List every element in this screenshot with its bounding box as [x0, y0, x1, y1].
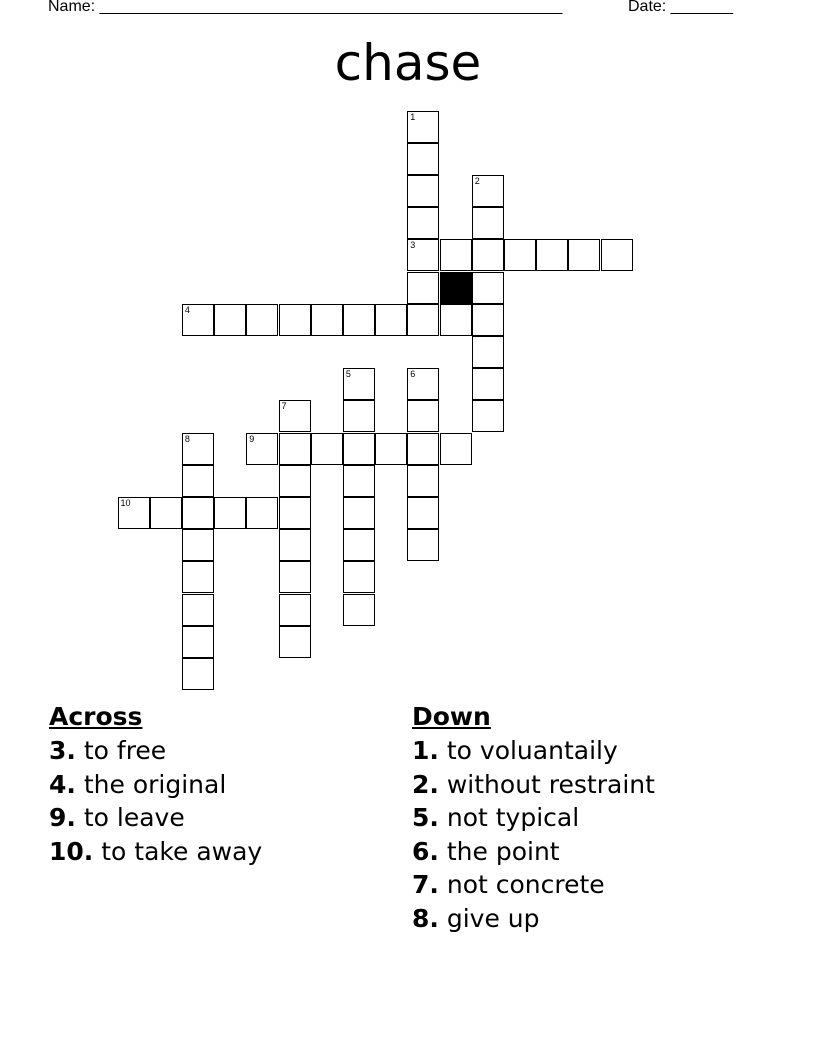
- grid-cell[interactable]: [440, 304, 472, 336]
- grid-cell[interactable]: [472, 304, 504, 336]
- clue-number: 10.: [49, 836, 94, 866]
- grid-cell[interactable]: [568, 239, 600, 271]
- clue-number: 1.: [412, 736, 439, 765]
- clue-number: 6.: [412, 836, 439, 866]
- grid-cell[interactable]: [472, 368, 504, 400]
- clue-number: 4.: [49, 769, 76, 799]
- name-line[interactable]: ____________________________________________________: [99, 0, 563, 15]
- grid-cell[interactable]: [182, 304, 214, 336]
- clue-number: 8: [184, 433, 190, 444]
- grid-cell[interactable]: [440, 433, 472, 465]
- grid-cell[interactable]: [407, 207, 439, 239]
- grid-cell[interactable]: [407, 368, 439, 400]
- across-clues: [49, 700, 262, 868]
- grid-cell[interactable]: [279, 400, 311, 432]
- grid-cell[interactable]: [407, 529, 439, 561]
- clue-number: 2: [474, 175, 480, 186]
- grid-cell[interactable]: [343, 529, 375, 561]
- clue-number: 7.: [412, 870, 439, 899]
- puzzle-title: chase: [334, 34, 482, 92]
- grid-cell[interactable]: [182, 561, 214, 593]
- grid-cell[interactable]: [279, 561, 311, 593]
- grid-cell[interactable]: [536, 239, 568, 271]
- clue-text: to voluantaily: [438, 736, 618, 765]
- grid-cell[interactable]: [407, 111, 439, 143]
- down-clues: [412, 700, 655, 935]
- clue-number: 9: [249, 433, 255, 444]
- clue-text: not typical: [438, 803, 580, 832]
- grid-cell[interactable]: [279, 433, 311, 465]
- down-clue: [412, 801, 655, 835]
- down-clue: [412, 768, 655, 802]
- clue-number: 6: [410, 369, 416, 380]
- clue-number: 5: [345, 369, 351, 380]
- grid-cell[interactable]: [407, 465, 439, 497]
- grid-cell[interactable]: [407, 239, 439, 271]
- clue-number: 3: [410, 240, 416, 251]
- across-clue: [49, 801, 262, 835]
- grid-cell[interactable]: [279, 304, 311, 336]
- grid-cell[interactable]: [279, 465, 311, 497]
- grid-cell[interactable]: [343, 304, 375, 336]
- down-heading: Down: [412, 702, 491, 731]
- grid-cell[interactable]: [214, 497, 246, 529]
- grid-cell[interactable]: [343, 497, 375, 529]
- grid-cell[interactable]: [407, 497, 439, 529]
- down-clue: [412, 734, 655, 768]
- clue-number: 1: [410, 111, 416, 122]
- clue-number: 4: [184, 304, 190, 315]
- grid-cell[interactable]: [246, 304, 278, 336]
- name-label: Name:: [48, 0, 100, 15]
- clue-number: 7: [281, 401, 287, 412]
- grid-cell[interactable]: [472, 400, 504, 432]
- grid-cell[interactable]: [118, 497, 150, 529]
- clue-text: the point: [438, 836, 560, 866]
- grid-cell[interactable]: [601, 239, 633, 271]
- grid-cell[interactable]: [311, 304, 343, 336]
- grid-cell[interactable]: [343, 400, 375, 432]
- grid-cell[interactable]: [246, 433, 278, 465]
- clue-text: the original: [75, 769, 227, 799]
- clue-text: without restraint: [438, 769, 655, 799]
- grid-cell[interactable]: [182, 594, 214, 626]
- across-clue: [49, 835, 262, 869]
- date-label: Date:: [628, 0, 671, 15]
- grid-cell[interactable]: [407, 433, 439, 465]
- grid-cell[interactable]: [375, 433, 407, 465]
- clue-text: to leave: [75, 803, 185, 832]
- grid-cell[interactable]: [279, 497, 311, 529]
- down-clue: [412, 835, 655, 869]
- clue-number: 8.: [412, 903, 439, 933]
- black-square: [440, 272, 472, 304]
- down-clue: [412, 868, 655, 902]
- date-line[interactable]: _______: [670, 0, 733, 15]
- grid-cell[interactable]: [375, 304, 407, 336]
- grid-cell[interactable]: [279, 626, 311, 658]
- clue-number: 3.: [49, 736, 76, 765]
- across-clue: [49, 734, 262, 768]
- grid-cell[interactable]: [182, 433, 214, 465]
- grid-cell[interactable]: [279, 594, 311, 626]
- grid-cell[interactable]: [472, 239, 504, 271]
- grid-cell[interactable]: [279, 529, 311, 561]
- grid-cell[interactable]: [182, 497, 214, 529]
- grid-cell[interactable]: [440, 239, 472, 271]
- grid-cell[interactable]: [504, 239, 536, 271]
- grid-cell[interactable]: [311, 433, 343, 465]
- down-clue: [412, 902, 655, 936]
- grid-cell[interactable]: [182, 626, 214, 658]
- grid-cell[interactable]: [407, 272, 439, 304]
- grid-cell[interactable]: [407, 175, 439, 207]
- grid-cell[interactable]: [182, 465, 214, 497]
- grid-cell[interactable]: [150, 497, 182, 529]
- grid-cell[interactable]: [214, 304, 246, 336]
- clue-number: 2.: [412, 769, 439, 799]
- clue-text: to free: [75, 736, 167, 765]
- grid-cell[interactable]: [472, 272, 504, 304]
- grid-cell[interactable]: [343, 368, 375, 400]
- grid-cell[interactable]: [343, 465, 375, 497]
- grid-cell[interactable]: [343, 561, 375, 593]
- clue-text: give up: [438, 903, 540, 933]
- grid-cell[interactable]: [182, 529, 214, 561]
- clue-number: 5.: [412, 803, 439, 832]
- across-heading: Across: [49, 702, 143, 731]
- grid-cell[interactable]: [343, 433, 375, 465]
- clue-number: 10: [120, 497, 131, 508]
- clue-text: to take away: [93, 836, 263, 866]
- clue-text: not concrete: [438, 870, 605, 899]
- grid-cell[interactable]: [407, 304, 439, 336]
- grid-cell[interactable]: [407, 143, 439, 175]
- clue-number: 9.: [49, 803, 76, 832]
- grid-cell[interactable]: [246, 497, 278, 529]
- grid-cell[interactable]: [343, 594, 375, 626]
- across-clue: [49, 768, 262, 802]
- grid-cell[interactable]: [472, 207, 504, 239]
- grid-cell[interactable]: [182, 658, 214, 690]
- grid-cell[interactable]: [472, 336, 504, 368]
- grid-cell[interactable]: [407, 400, 439, 432]
- grid-cell[interactable]: [472, 175, 504, 207]
